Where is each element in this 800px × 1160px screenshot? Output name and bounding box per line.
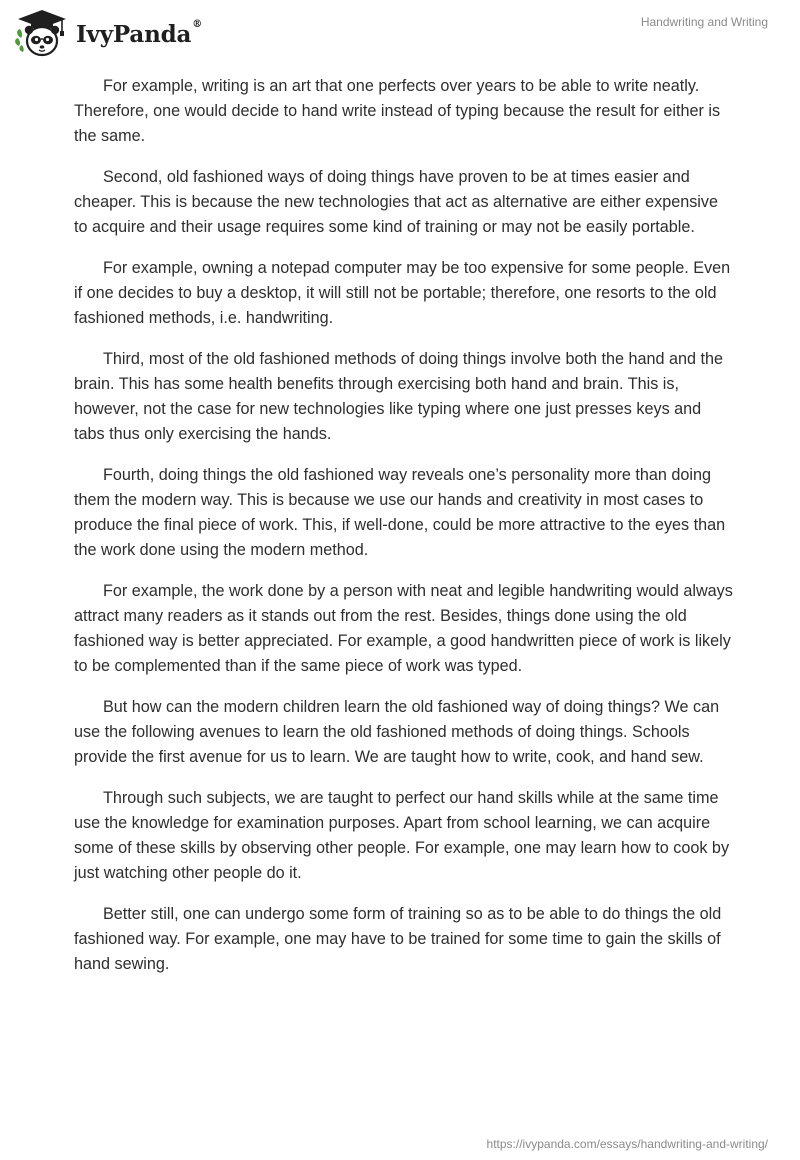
- document-title: Handwriting and Writing: [640, 15, 768, 29]
- page-header: [0, 0, 800, 70]
- paragraph-2: Second, old fashioned ways of doing things have proven to be at times easier and cheaper. This is because the new technologies that act as alternative are either expensive to acquire and their usage requires some kind of training or may not be easily portable.: [74, 168, 718, 236]
- brand-name: IvyPanda®: [76, 18, 202, 48]
- paragraph-9: Better still, one can undergo some form of training so as to be able to do things the old fashioned way. For example, one may have to be trained for some time to gain the skills of hand sewing.: [74, 905, 722, 973]
- paragraph-4: Third, most of the old fashioned methods of doing things involve both the hand and the brain. This has some health benefits through exercising both hand and brain. This is, however, not the case for new technologies like typing where one just presses keys and tabs thus only exercising the hands.: [74, 350, 724, 443]
- paragraph-6: For example, the work done by a person with neat and legible handwriting would always attract many readers as it stands out from the rest. Besides, things done using the old fashioned way is better appreciated. For example, a good handwritten piece of work is likely to be complemented than if the same piece of work was typed.: [74, 582, 733, 675]
- paragraph-8: Through such subjects, we are taught to perfect our hand skills while at the same time use the knowledge for examination purposes. Apart from school learning, we can acquire some of these skills by observing other people. For example, one may learn how to cook by just watching other people do it.: [74, 789, 730, 882]
- paragraph-7: But how can the modern children learn the old fashioned way of doing things? We can use the following avenues to learn the old fashioned methods of doing things. Schools provide the first avenue for us to learn. We are taught how to write, cook, and hand sew.: [74, 698, 720, 766]
- registered-mark: ®: [192, 18, 202, 30]
- paragraph-5: Fourth, doing things the old fashioned way reveals one’s personality more than doing them the modern way. This is because we use our hands and creativity in most cases to produce the final piece of work. This, if well-done, could be more attractive to the eyes than the work done using the modern method.: [74, 466, 726, 559]
- paragraph-3: For example, owning a notepad computer may be too expensive for some people. Even if one decides to buy a desktop, it will still not be portable; therefore, one resorts to the old fashioned methods, i.e. handwriting.: [74, 259, 731, 327]
- essay-body: [74, 74, 734, 993]
- ivypanda-logo[interactable]: [14, 8, 202, 58]
- source-url-link[interactable]: https://ivypanda.com/essays/handwriting-and-writing/: [486, 1137, 768, 1151]
- paragraph-1: For example, writing is an art that one perfects over years to be able to write neatly. Therefore, one would decide to hand write instead of typing because the result for either is the same.: [74, 77, 721, 145]
- panda-graduation-cap-icon: [14, 8, 70, 58]
